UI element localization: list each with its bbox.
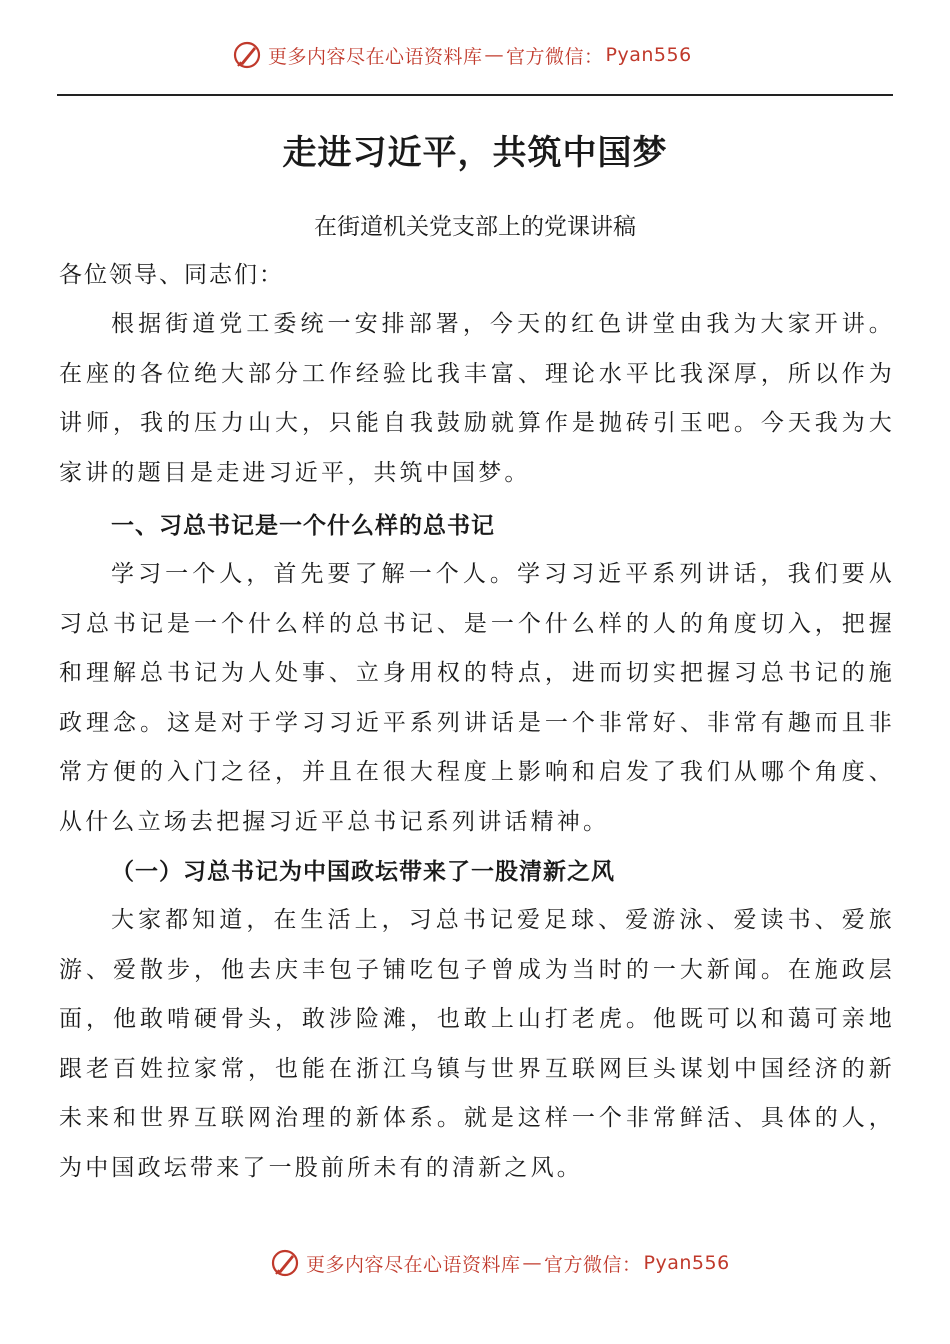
section-heading-1: 一、习总书记是一个什么样的总书记 <box>111 513 495 539</box>
banner-wechat-id: Pyan556 <box>643 1252 730 1274</box>
banner-dash: — <box>484 44 505 66</box>
paragraph-subsection-1: 大家都知道，在生活上，习总书记爱足球、爱游泳、爱读书、爱旅游、爱散步，他去庆丰包子铺吃包子曾成为当时的一大新闻。在施政层面，他敢啃硬骨头，敢涉险滩，也敢上山打老虎。他既可以和蔼可亲地跟老百姓拉家常，也能在浙江乌镇与世界互联网巨头谋划中国经济的新未来和世界互联网治理的新体系。就是这样一个非常鲜活、具体的人，为中国政坛带来了一股前所未有的清新之风。 <box>59 907 895 1181</box>
paragraph-section-1: 学习一个人，首先要了解一个人。学习习近平系列讲话，我们要从习总书记是一个什么样的总书记、是一个什么样的人的角度切入，把握和理解总书记为人处事、立身用权的特点，进而切实把握习总书记的施政理念。这是对于学习习近平系列讲话是一个非常好、非常有趣而且非常方便的入门之径，并且在很大程度上影响和启发了我们从哪个角度、从什么立场去把握习近平总书记系列讲话精神。 <box>59 561 895 835</box>
banner-dash: — <box>522 1252 543 1274</box>
document-subtitle: 在街道机关党支部上的党课讲稿 <box>314 214 636 240</box>
header-banner <box>232 40 692 70</box>
banner-contact: 官方微信： <box>544 1253 642 1276</box>
banner-text: 更多内容尽在心语资料库 <box>306 1253 521 1276</box>
quill-pen-logo-icon <box>232 40 262 70</box>
footer-banner <box>270 1248 730 1278</box>
banner-wechat-id: Pyan556 <box>605 44 692 66</box>
header-divider <box>57 94 893 96</box>
subsection-heading-1: （一）习总书记为中国政坛带来了一股清新之风 <box>111 858 615 885</box>
salutation: 各位领导、同志们： <box>59 262 284 288</box>
banner-contact: 官方微信： <box>506 45 604 68</box>
paragraph-intro: 根据街道党工委统一安排部署，今天的红色讲堂由我为大家开讲。在座的各位绝大部分工作经验比我丰富、理论水平比我深厚，所以作为讲师，我的压力山大，只能自我鼓励就算作是抛砖引玉吧。今天我为大家讲的题目是走进习近平，共筑中国梦。 <box>59 311 895 486</box>
document-title: 走进习近平，共筑中国梦 <box>282 133 668 173</box>
banner-text: 更多内容尽在心语资料库 <box>268 45 483 68</box>
quill-pen-logo-icon <box>270 1248 300 1278</box>
